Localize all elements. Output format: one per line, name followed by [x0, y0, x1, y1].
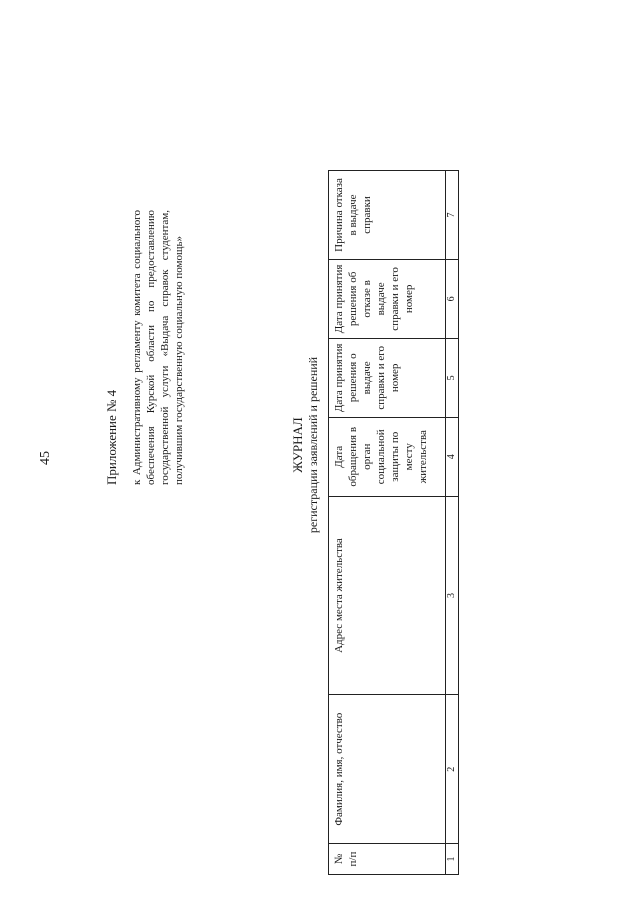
column-header-application-date: Дата обращения в орган социальной защиты по месту жительства [329, 417, 446, 496]
column-number-cell: 6 [446, 259, 459, 338]
table-row-column-numbers [446, 171, 459, 875]
column-header-address: Адрес места жительства [329, 496, 446, 695]
column-number-cell: 4 [446, 417, 459, 496]
journal-table [328, 170, 459, 875]
table-header-row [329, 171, 446, 875]
column-header-number: № п/п [329, 844, 446, 875]
appendix-title: Приложение № 4 [104, 389, 119, 485]
column-number-cell: 3 [446, 496, 459, 695]
column-header-refusal-date: Дата принятия решения об отказе в выдаче справки и его номер [329, 259, 446, 338]
journal-title: ЖУРНАЛ [290, 417, 305, 473]
appendix-text: к Административному регламенту комитета социального обеспечения Курской области по предоставлению государственной услуги «Выдача справок студентам, получившим государственную социальную помощь» [131, 210, 185, 485]
column-header-full-name: Фамилия, имя, отчество [329, 695, 446, 844]
column-header-refusal-reason: Причина отказа в выдаче справки [329, 171, 446, 260]
column-number-cell: 2 [446, 695, 459, 844]
column-number-cell: 7 [446, 171, 459, 260]
page-number: 45 [38, 451, 53, 465]
column-number-cell: 1 [446, 844, 459, 875]
journal-subtitle: регистрации заявлений и решений [306, 356, 320, 534]
column-number-cell: 5 [446, 338, 459, 417]
column-header-approval-date: Дата принятия решения о выдаче справки и его номер [329, 338, 446, 417]
